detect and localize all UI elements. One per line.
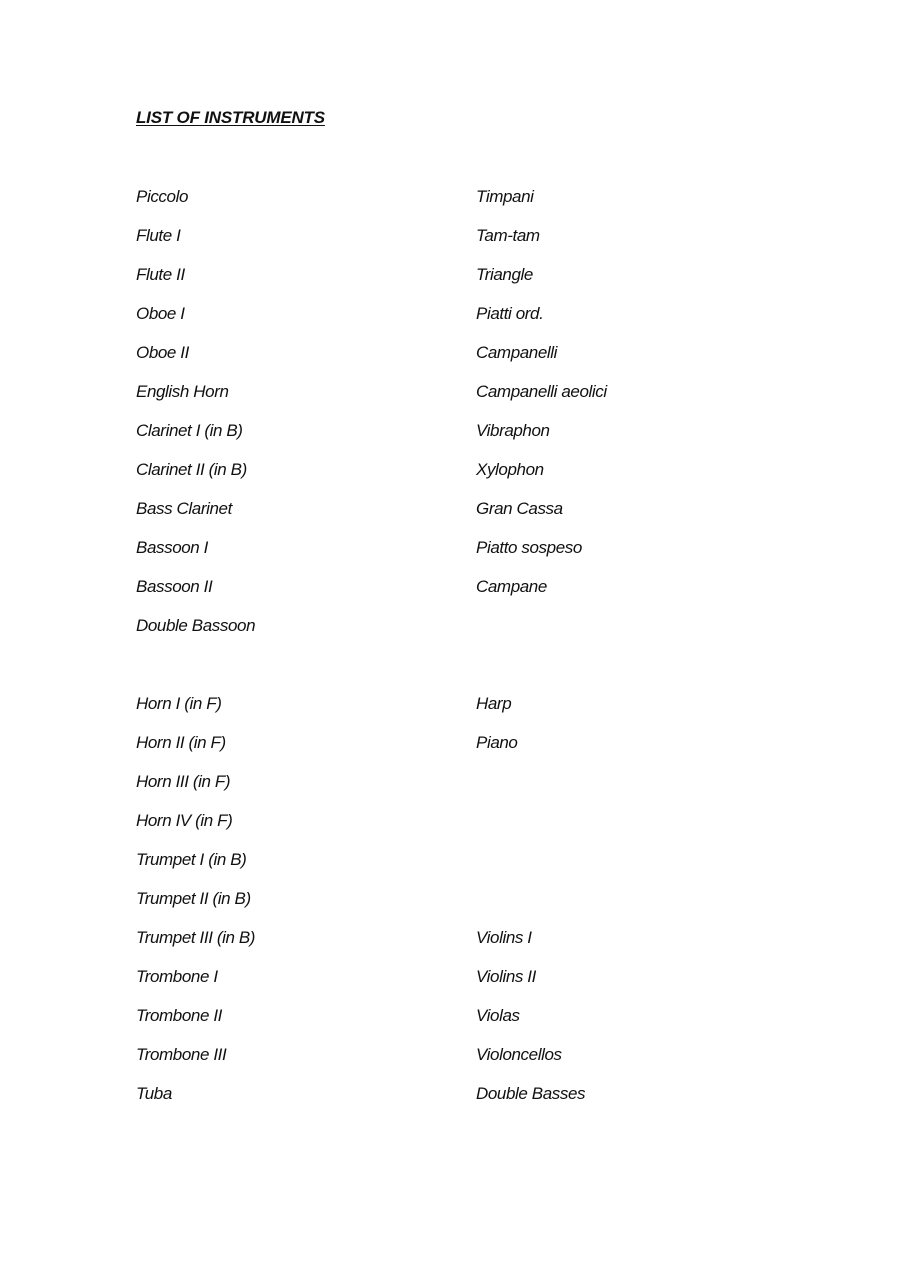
page-title: LIST OF INSTRUMENTS [136, 108, 325, 127]
instrument-item: Tam-tam [476, 226, 540, 245]
instrument-item: Horn III (in F) [136, 772, 231, 791]
section-gap [476, 654, 607, 693]
instrument-item: Trombone III [136, 1045, 227, 1064]
instrument-list-left [136, 186, 255, 1122]
instrument-item: Violins II [476, 967, 536, 986]
section-gap [476, 615, 607, 654]
instrument-item: Campanelli aeolici [476, 382, 607, 401]
instrument-item: Double Bassoon [136, 616, 256, 635]
instrument-item: Oboe II [136, 343, 189, 362]
instrument-item: Trumpet II (in B) [136, 889, 251, 908]
instrument-item: Campane [476, 577, 547, 596]
instrument-item: Triangle [476, 265, 533, 284]
instrument-list-right [476, 186, 607, 1122]
instrument-item: Violas [476, 1006, 520, 1025]
instrument-item: Piatti ord. [476, 304, 544, 323]
instrument-item: Harp [476, 694, 512, 713]
instrument-item: Trombone II [136, 1006, 222, 1025]
instrument-item: Tuba [136, 1084, 172, 1103]
instrument-item: Oboe I [136, 304, 185, 323]
instrument-item: Horn II (in F) [136, 733, 226, 752]
instrument-item: Flute II [136, 265, 185, 284]
instrument-item: Bassoon I [136, 538, 209, 557]
instrument-item: Flute I [136, 226, 181, 245]
instrument-item: Horn I (in F) [136, 694, 222, 713]
instrument-item: Piccolo [136, 187, 189, 206]
instrument-item: Violins I [476, 928, 532, 947]
instrument-item: Vibraphon [476, 421, 550, 440]
instrument-item: Piatto sospeso [476, 538, 582, 557]
section-gap [476, 810, 607, 849]
section-gap [476, 771, 607, 810]
instrument-item: Gran Cassa [476, 499, 563, 518]
section-gap [136, 654, 255, 693]
instrument-item: Clarinet I (in B) [136, 421, 243, 440]
instrument-item: Trumpet III (in B) [136, 928, 256, 947]
instrument-item: Campanelli [476, 343, 558, 362]
section-gap [476, 888, 607, 927]
instrument-item: Trombone I [136, 967, 218, 986]
instrument-item: English Horn [136, 382, 229, 401]
instrument-item: Piano [476, 733, 518, 752]
instrument-item: Timpani [476, 187, 534, 206]
section-gap [476, 849, 607, 888]
instrument-item: Clarinet II (in B) [136, 460, 247, 479]
instrument-item: Trumpet I (in B) [136, 850, 247, 869]
instrument-item: Xylophon [476, 460, 544, 479]
instrument-item: Violoncellos [476, 1045, 562, 1064]
instrument-item: Bass Clarinet [136, 499, 232, 518]
instrument-item: Horn IV (in F) [136, 811, 233, 830]
instrument-item: Double Basses [476, 1084, 586, 1103]
instrument-item: Bassoon II [136, 577, 213, 596]
